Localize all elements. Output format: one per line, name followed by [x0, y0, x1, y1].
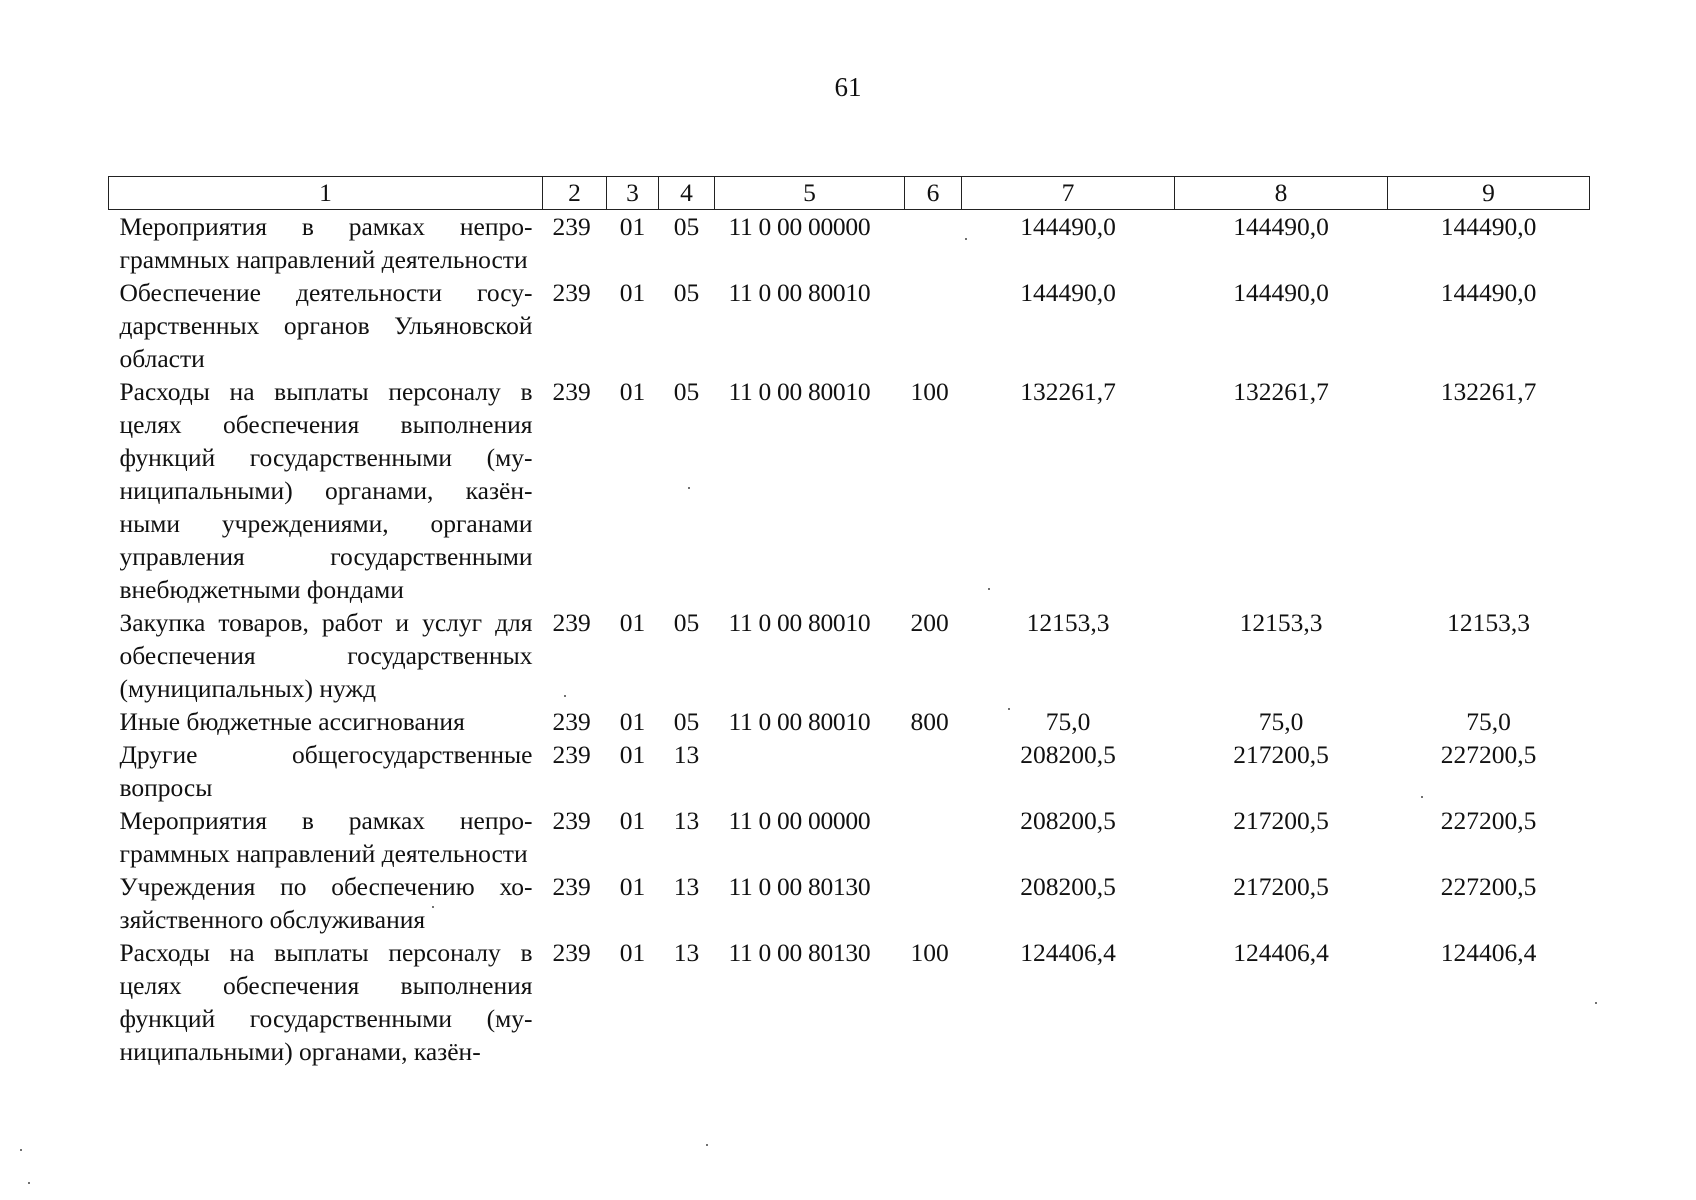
- scan-speck: [988, 588, 990, 590]
- row-col-2: 239: [552, 608, 591, 637]
- header-col-8: 8: [1175, 177, 1388, 210]
- page-number: 61: [834, 72, 862, 102]
- row-col-9: 75,0: [1466, 707, 1511, 736]
- row-col-9: 12153,3: [1447, 608, 1530, 637]
- row-col-7: 144490,0: [1020, 278, 1116, 307]
- row-col-2: 239: [552, 707, 591, 736]
- scan-speck: [20, 1149, 22, 1151]
- row-col-2: 239: [552, 938, 591, 967]
- row-col-4: 05: [673, 608, 700, 637]
- row-col-6: [905, 210, 962, 277]
- row-col-7: 208200,5: [1020, 872, 1116, 901]
- row-col-8: 144490,0: [1233, 278, 1329, 307]
- row-col-2: 239: [552, 806, 591, 835]
- scan-speck: [706, 1144, 708, 1146]
- row-col-3: 01: [619, 872, 646, 901]
- row-col-4: 05: [673, 212, 700, 241]
- row-col-2: 239: [552, 212, 591, 241]
- row-col-7: 132261,7: [1020, 377, 1116, 406]
- row-col-9: 144490,0: [1440, 212, 1537, 241]
- row-name: Иные бюджетные ассигнования: [119, 707, 465, 736]
- row-col-7: 208200,5: [1020, 806, 1116, 835]
- row-col-7: 75,0: [1045, 707, 1091, 736]
- row-col-5: 11 0 00 00000: [728, 212, 871, 241]
- row-col-4: 05: [673, 377, 700, 406]
- header-col-1: 1: [109, 177, 543, 210]
- row-col-4: 13: [673, 938, 700, 967]
- table-row: [109, 705, 1590, 738]
- header-col-3: 3: [607, 177, 659, 210]
- scan-speck: [28, 1182, 30, 1184]
- scan-speck: [432, 906, 434, 908]
- row-col-5: 11 0 00 80010: [728, 707, 871, 736]
- row-col-8: 132261,7: [1233, 377, 1329, 406]
- row-col-4: 13: [673, 872, 700, 901]
- scan-speck: [1008, 708, 1010, 710]
- row-col-8: 217200,5: [1233, 806, 1329, 835]
- row-col-4: 05: [673, 707, 700, 736]
- header-col-6: 6: [905, 177, 962, 210]
- row-col-5: [715, 738, 905, 804]
- row-name: Расходы на выплаты персоналу в целях обеспечения выполнения функций государственными (муниципальными) органами, казёнными учреждениями, органами управления государственными внебюджетными фондами: [119, 377, 533, 604]
- scan-speck: [1595, 1002, 1597, 1004]
- row-name: Мероприятия в рамках непрограммных направлений деятельности: [119, 806, 533, 868]
- scan-speck: [564, 695, 566, 697]
- row-col-3: 01: [619, 212, 646, 241]
- row-col-9: 227200,5: [1440, 740, 1537, 769]
- row-col-5: 11 0 00 00000: [728, 806, 871, 835]
- table-row: [109, 375, 1590, 606]
- table-row: [109, 276, 1590, 375]
- row-col-9: 144490,0: [1440, 278, 1537, 307]
- budget-table: [108, 176, 1590, 1068]
- row-col-7: 208200,5: [1020, 740, 1116, 769]
- header-col-9: 9: [1388, 177, 1590, 210]
- header-col-5: 5: [715, 177, 905, 210]
- row-col-8: 75,0: [1258, 707, 1304, 736]
- row-col-2: 239: [552, 377, 591, 406]
- row-col-9: 124406,4: [1440, 938, 1537, 967]
- row-col-3: 01: [619, 707, 646, 736]
- row-col-7: 144490,0: [1020, 212, 1116, 241]
- table-row: [109, 210, 1590, 277]
- row-name: Закупка товаров, работ и услуг для обеспечения государственных (муниципальных) нужд: [119, 608, 533, 703]
- row-col-4: 13: [673, 806, 700, 835]
- row-col-8: 144490,0: [1233, 212, 1329, 241]
- table-row: [109, 606, 1590, 705]
- row-col-4: 05: [673, 278, 700, 307]
- row-name: Мероприятия в рамках непрограммных направлений деятельности: [119, 212, 533, 274]
- row-col-9: 227200,5: [1440, 806, 1537, 835]
- table-row: [109, 804, 1590, 870]
- row-name: Другие общегосударственные вопросы: [119, 740, 533, 802]
- row-col-8: 12153,3: [1239, 608, 1323, 637]
- row-col-5: 11 0 00 80130: [728, 872, 871, 901]
- scan-speck: [965, 238, 967, 240]
- row-col-5: 11 0 00 80130: [728, 938, 871, 967]
- row-col-8: 124406,4: [1233, 938, 1329, 967]
- row-col-6: 200: [910, 608, 949, 637]
- row-col-3: 01: [619, 806, 646, 835]
- row-col-2: 239: [552, 872, 591, 901]
- row-col-6: [905, 276, 962, 375]
- row-col-5: 11 0 00 80010: [728, 377, 871, 406]
- header-col-4: 4: [659, 177, 715, 210]
- row-name: Обеспечение деятельности государственных органов Ульяновской области: [119, 278, 533, 373]
- row-col-6: 100: [910, 377, 949, 406]
- row-col-2: 239: [552, 740, 591, 769]
- scan-speck: [1421, 796, 1423, 798]
- row-name: Расходы на выплаты персоналу в целях обеспечения выполнения функций государственными (муниципальными) органами, казён-: [119, 938, 533, 1066]
- row-col-3: 01: [619, 377, 646, 406]
- table-row: [109, 936, 1590, 1068]
- row-col-2: 239: [552, 278, 591, 307]
- row-col-3: 01: [619, 740, 646, 769]
- row-col-6: [905, 870, 962, 936]
- row-col-4: 13: [673, 740, 700, 769]
- row-col-6: 800: [910, 707, 949, 736]
- row-col-7: 124406,4: [1020, 938, 1116, 967]
- row-col-5: 11 0 00 80010: [728, 278, 871, 307]
- row-col-5: 11 0 00 80010: [728, 608, 871, 637]
- header-col-7: 7: [962, 177, 1175, 210]
- table-row: [109, 870, 1590, 936]
- row-col-6: 100: [910, 938, 949, 967]
- row-col-6: [905, 738, 962, 804]
- row-col-3: 01: [619, 278, 646, 307]
- row-col-8: 217200,5: [1233, 872, 1329, 901]
- scan-speck: [688, 487, 690, 489]
- header-row: [109, 177, 1590, 210]
- row-col-8: 217200,5: [1233, 740, 1329, 769]
- row-col-7: 12153,3: [1026, 608, 1110, 637]
- row-col-9: 132261,7: [1440, 377, 1537, 406]
- row-col-6: [905, 804, 962, 870]
- row-col-3: 01: [619, 608, 646, 637]
- row-col-9: 227200,5: [1440, 872, 1537, 901]
- table-row: [109, 738, 1590, 804]
- header-col-2: 2: [543, 177, 607, 210]
- row-name: Учреждения по обеспечению хозяйственного обслуживания: [119, 872, 533, 934]
- row-col-3: 01: [619, 938, 646, 967]
